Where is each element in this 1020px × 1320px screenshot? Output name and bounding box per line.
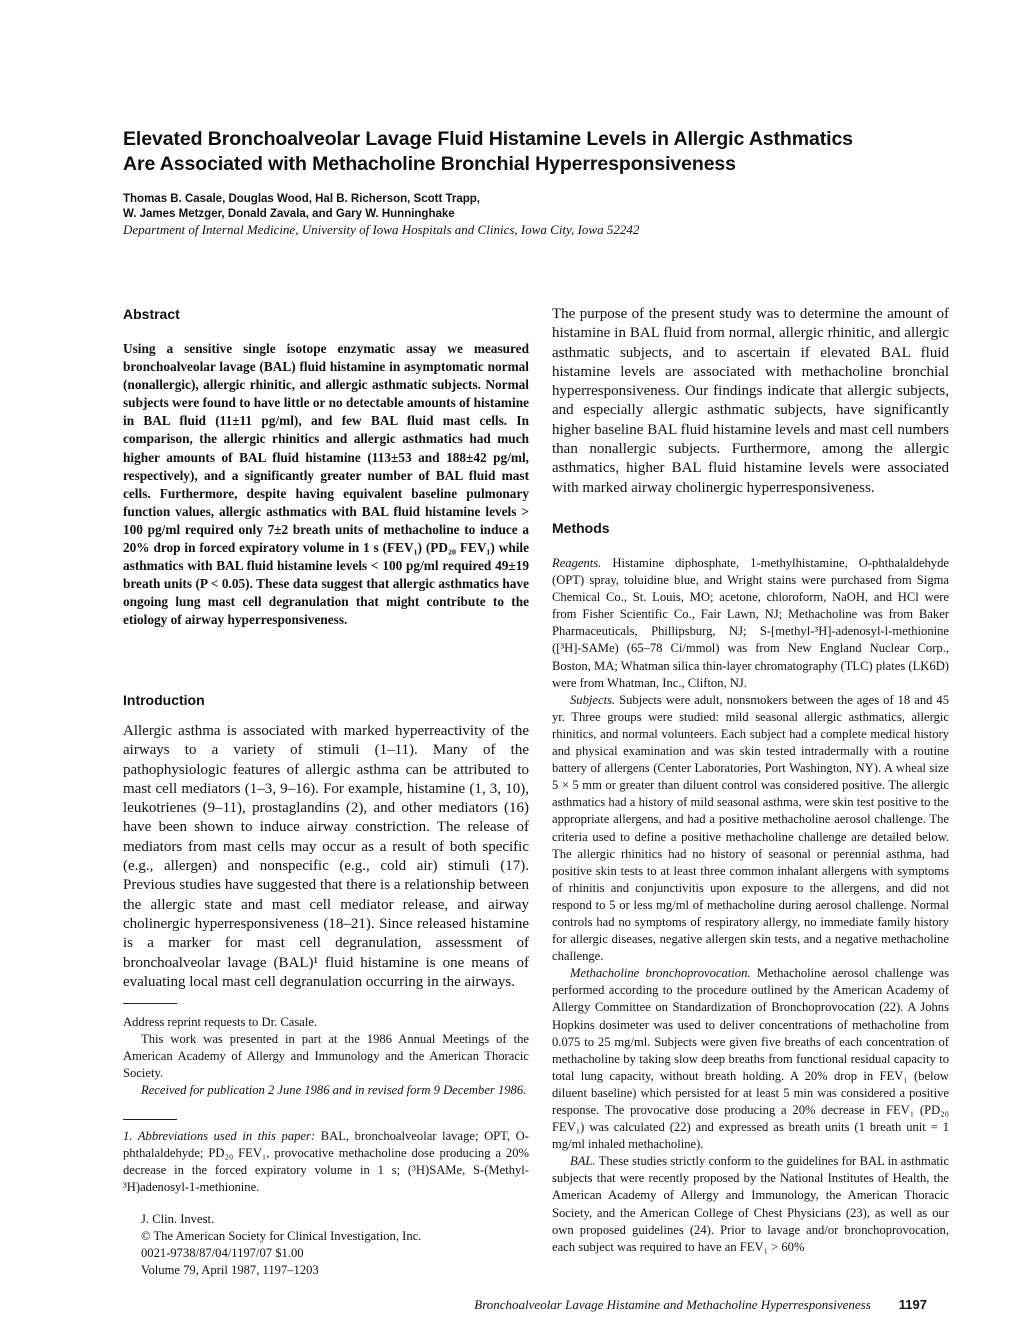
issn: 0021-9738/87/04/1197/07 $1.00: [141, 1245, 304, 1260]
abbrev-label: 1. Abbreviations used in this paper:: [123, 1129, 316, 1143]
article-title: [123, 127, 943, 177]
author-list: [123, 192, 480, 222]
authors-line-2: W. James Metzger, Donald Zavala, and Gary W. Hunninghake: [123, 208, 455, 220]
footnote-presented: This work was presented in part at the 1986 Annual Meetings of the American Academy of Allergy and Immunology and the American Thoracic Society.: [123, 1031, 529, 1080]
bronchoprovocation-label: Methacholine bronchoprovocation.: [570, 966, 751, 981]
right-intro-paragraph: The purpose of the present study was to determine the amount of histamine in BAL fluid from normal, allergic rhinitic, and allergic asthmatic subjects, and to ascertain if elevated BAL fluid histamine levels are associated with methacholine bronchial hyperresponsiveness. Our findings indicate that allergic subjects, and especially allergic asthmatic subjects, have significantly higher baseline BAL fluid histamine levels and mast cell numbers than nonallergic subjects. Furthermore, among the allergic asthmatics, higher BAL fluid histamine levels were associated with marked airway cholinergic hyperresponsiveness.: [552, 306, 949, 496]
methods-text: [552, 555, 949, 1256]
methods-subjects: [552, 692, 949, 966]
reagents-text: Histamine diphosphate, 1-methylhistamine, O-phthalaldehyde (OPT) spray, toluidine blue, and Wright stains were purchased from Sigma Chemical Co., St. Louis, MO; acetone, chloroform, NaOH, and HCl were from Fisher Scientific Co., Fair Lawn, NJ; Methacholine was from Baker Pharmaceuticals, Phillipsburg, NJ; S-[methyl-³H]-adenosyl-l-methionine ([³H]-SAMe) (65–78 Ci/mmol) was from New England Nuclear Corp., Boston, MA; Whatman silica thin-layer chromatography (TLC) plates (LK6D) were from Whatman, Inc., Clifton, NJ.: [552, 556, 949, 690]
copyright: © The American Society for Clinical Investigation, Inc.: [141, 1228, 422, 1243]
methods-heading: Methods: [552, 520, 610, 536]
running-title: Bronchoalveolar Lavage Histamine and Methacholine Hyperresponsiveness: [474, 1297, 871, 1312]
abstract-text: Using a sensitive single isotope enzymatic assay we measured bronchoalveolar lavage (BAL) fluid histamine in asymptomatic normal (nonallergic), allergic rhinitic, and allergic asthmatic subjects. Normal subjects were found to have little or no detectable amounts of histamine in BAL fluid (11±11 pg/ml), and few BAL fluid mast cells. In comparison, the allergic rhinitics and allergic asthmatics had much higher amounts of BAL fluid histamine (113±53 and 188±42 pg/ml, respectively), and a significantly greater number of BAL fluid mast cells. Furthermore, despite having equivalent baseline pulmonary function values, allergic asthmatics with BAL fluid histamine levels > 100 pg/ml required only 7±2 breath units of methacholine to induce a 20% drop in forced expiratory volume in 1 s (FEV₁) (PD₂₀ FEV₁) while asthmatics with BAL fluid histamine levels < 100 pg/ml required 49±19 breath units (P < 0.05). These data suggest that allergic asthmatics have ongoing lung mast cell degranulation that might contribute to the etiology of airway hyperresponsiveness.: [123, 341, 529, 628]
methods-bronchoprovocation: [552, 965, 949, 1153]
page-footer: [474, 1297, 927, 1313]
introduction-heading: Introduction: [123, 692, 205, 708]
subjects-label: Subjects.: [570, 692, 616, 707]
footnote-rule-2: [123, 1119, 177, 1120]
page-number: 1197: [898, 1297, 927, 1312]
bal-text: These studies strictly conform to the guidelines for BAL in asthmatic subjects that were recently proposed by the National Institutes of Health, the American Academy of Allergy and Immunology, the American Thoracic Society, and the American College of Chest Physicians (23), as well as our own proposed guidelines (24). Prior to lavage and/or bronchoprovocation, each subject was required to have an FEV₁ > 60%: [552, 1154, 950, 1254]
footnotes: [123, 1014, 529, 1099]
affiliation: Department of Internal Medicine, University of Iowa Hospitals and Clinics, Iowa City, Iowa 52242: [123, 222, 640, 237]
subjects-text: Subjects were adult, nonsmokers between the ages of 18 and 45 yr. Three groups were studied: mild seasonal allergic asthmatics, allergic rhinitics, and normal volunteers. Each subject had a complete medical history and physical examination and was skin tested intradermally with a routine battery of allergens (Center Laboratories, Port Washington, NY). A wheal size 5 × 5 mm or greater than diluent control was considered positive. The allergic asthmatics had a history of mild seasonal asthma, were skin test positive to the appropriate allergens, and had a positive methacholine aerosol challenge. The criteria used to define a positive methacholine challenge are detailed below. The allergic rhinitics had no history of seasonal or perennial asthma, had positive skin tests to at least three common inhalant allergens with symptoms of rhinitis and conjunctivitis upon exposure to the allergens, and did not respond to 5 or less mg/ml of methacholine during aerosol challenge. Normal controls had no symptoms of respiratory allergy, no immediate family history for allergic diseases, negative allergen skin tests, and a negative methacholine challenge.: [552, 692, 949, 964]
volume-info: Volume 79, April 1987, 1197–1203: [141, 1262, 319, 1277]
footnote-received: Received for publication 2 June 1986 and in revised form 9 December 1986.: [141, 1082, 527, 1097]
abstract-heading: Abstract: [123, 306, 180, 322]
bronchoprovocation-text: Methacholine aerosol challenge was performed according to the procedure outlined by the American Academy of Allergy Committee on Standardization of Bronchoprovocation (22). A Johns Hopkins dosimeter was used to deliver concentrations of methacholine from 0.075 to 25 mg/ml. Subjects were given five breaths of each concentration of methacholine by taking slow deep breaths from functional residual capacity to total lung capacity, without breath holding. A 20% drop in FEV₁ (below diluent baseline) which persisted for at least 5 min was considered a positive response. The provocative dose producing a 20% decrease in FEV₁ (PD₂₀ FEV₁) was calculated (22) and expressed as breath units (1 breath unit = 1 mg/ml inhaled methacholine).: [552, 966, 950, 1152]
methods-reagents: [552, 555, 949, 692]
title-line-2: Are Associated with Methacholine Bronchial Hyperresponsiveness: [123, 153, 736, 175]
introduction-text: [123, 722, 529, 992]
introduction-paragraph: Allergic asthma is associated with marked hyperreactivity of the airways to a variety of stimuli (1–11). Many of the pathophysiologic features of allergic asthma can be attributed to mast cell mediators (1–3, 9–16). For example, histamine (1, 3, 10), leukotrienes (9–11), prostaglandins (2), and other mediators (16) have been shown to induce airway constriction. The release of mediators from mast cells may occur as a result of both specific (e.g., allergen) and nonspecific (e.g., cold air) stimuli (17). Previous studies have suggested that there is a relationship between the allergic state and mast cell mediator release, and airway cholinergic hyperresponsiveness (18–21). Since released histamine is a marker for mast cell degranulation, assessment of bronchoalveolar lavage (BAL)¹ fluid histamine is one means of evaluating local mast cell degranulation occurring in the airways.: [123, 723, 529, 990]
journal-name: J. Clin. Invest.: [141, 1212, 215, 1226]
authors-line-1: Thomas B. Casale, Douglas Wood, Hal B. Richerson, Scott Trapp,: [123, 193, 480, 205]
reagents-label: Reagents.: [552, 556, 602, 570]
footnote-abbreviations: [123, 1128, 529, 1196]
methods-bal: [552, 1153, 949, 1256]
journal-info: [123, 1211, 529, 1279]
title-line-1: Elevated Bronchoalveolar Lavage Fluid Histamine Levels in Allergic Asthmatics: [123, 128, 853, 150]
footnote-rule: [123, 1003, 177, 1004]
footnote-reprint: Address reprint requests to Dr. Casale.: [123, 1015, 318, 1029]
abbrev-text: BAL, bronchoalveolar lavage; OPT, O-phthalaldehyde; PD₂₀ FEV₁, provocative methacholine dose producing a 20% decrease in the forced expiratory volume in 1 s; (³H)SAMe, S-(Methyl-³H)adenosyl-1-methionine.: [123, 1129, 529, 1194]
bal-label: BAL.: [570, 1154, 596, 1169]
